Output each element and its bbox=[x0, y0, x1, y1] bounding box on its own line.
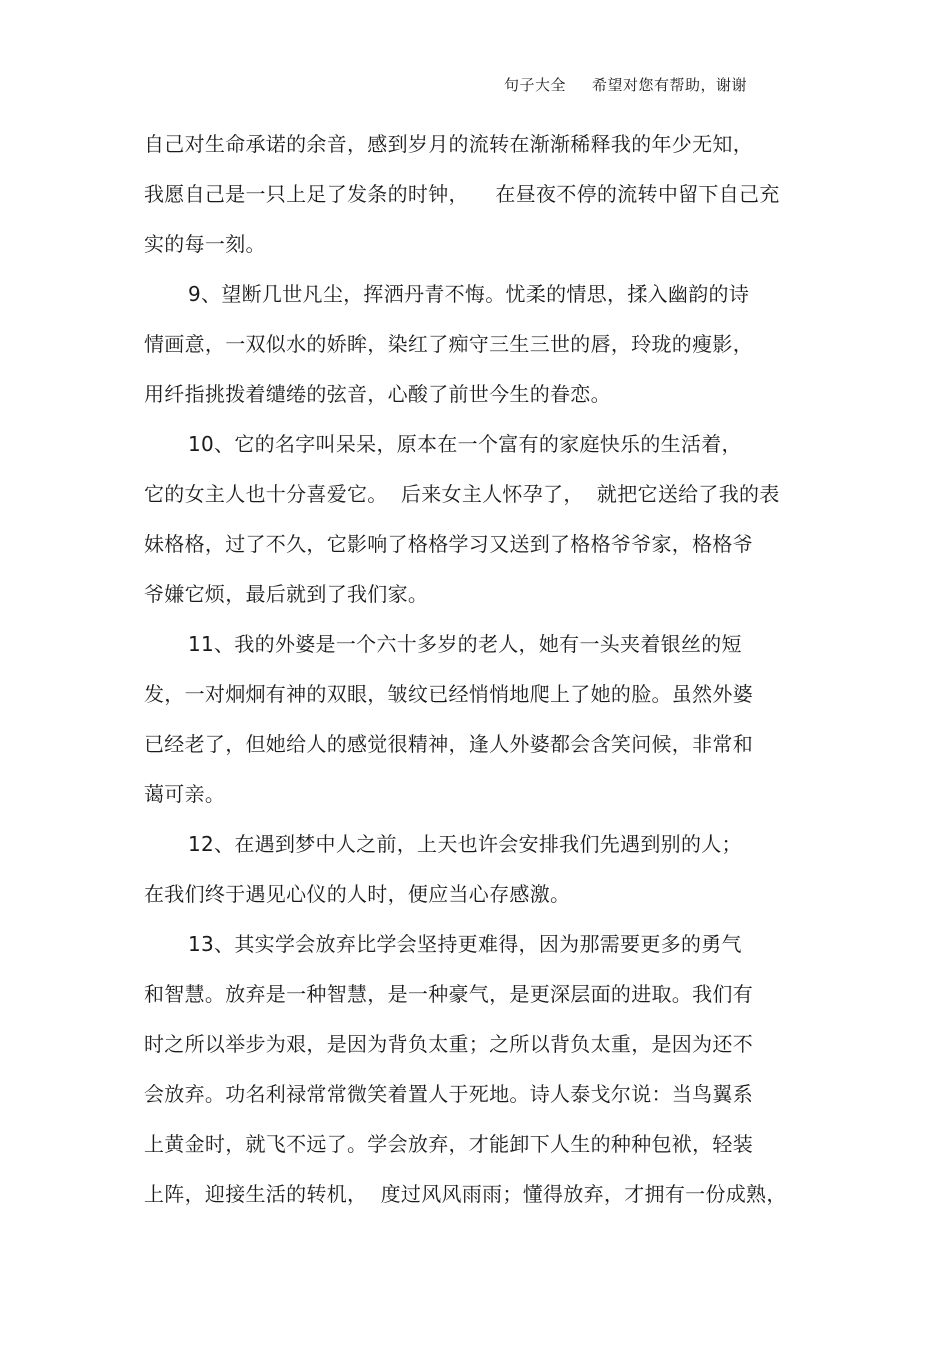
text-line: 爷嫌它烦，最后就到了我们家。 bbox=[144, 582, 429, 606]
text-line: 自己对生命承诺的余音，感到岁月的流转在渐渐稀释我的年少无知， bbox=[144, 132, 753, 156]
text-line: 上黄金时，就飞不远了。学会放弃，才能卸下人生的种种包袱，轻装 bbox=[144, 1132, 753, 1156]
header-slogan: 希望对您有帮助，谢谢 bbox=[592, 76, 748, 94]
text-line: 和智慧。放弃是一种智慧，是一种豪气，是更深层面的进取。我们有 bbox=[144, 982, 753, 1006]
paragraph-start-13: 13、其实学会放弃比学会坚持更难得，因为那需要更多的勇气 bbox=[188, 932, 742, 956]
text-line: 时之所以举步为艰，是因为背负太重；之所以背负太重，是因为还不 bbox=[144, 1032, 753, 1056]
text-line: 它的女主人也十分喜爱它。 后来女主人怀孕了， 就把它送给了我的表 bbox=[144, 482, 780, 506]
text-line: 用纤指挑拨着缱绻的弦音，心酸了前世今生的眷恋。 bbox=[144, 382, 611, 406]
text-line: 我愿自己是一只上足了发条的时钟， 在昼夜不停的流转中留下自己充 bbox=[144, 182, 780, 206]
paragraph-start-9: 9、望断几世凡尘，挥洒丹青不悔。忧柔的情思，揉入幽韵的诗 bbox=[188, 282, 750, 306]
paragraph-start-10: 10、它的名字叫呆呆，原本在一个富有的家庭快乐的生活着， bbox=[188, 432, 742, 456]
text-line: 在我们终于遇见心仪的人时，便应当心存感激。 bbox=[144, 882, 571, 906]
header-site-name: 句子大全 bbox=[504, 76, 567, 94]
text-line: 发，一对炯炯有神的双眼，皱纹已经悄悄地爬上了她的脸。虽然外婆 bbox=[144, 682, 753, 706]
page-header bbox=[504, 74, 747, 95]
text-line: 妹格格，过了不久，它影响了格格学习又送到了格格爷爷家，格格爷 bbox=[144, 532, 753, 556]
text-line: 实的每一刻。 bbox=[144, 232, 266, 256]
text-line: 已经老了，但她给人的感觉很精神，逢人外婆都会含笑问候，非常和 bbox=[144, 732, 753, 756]
paragraph-start-12: 12、在遇到梦中人之前，上天也许会安排我们先遇到别的人； bbox=[188, 832, 742, 856]
text-line: 会放弃。功名利禄常常微笑着置人于死地。诗人泰戈尔说：当鸟翼系 bbox=[144, 1082, 753, 1106]
text-line: 蔼可亲。 bbox=[144, 782, 226, 806]
paragraph-start-11: 11、我的外婆是一个六十多岁的老人，她有一头夹着银丝的短 bbox=[188, 632, 742, 656]
text-line: 情画意，一双似水的娇眸，染红了痴守三生三世的唇，玲珑的瘦影， bbox=[144, 332, 753, 356]
text-line: 上阵，迎接生活的转机， 度过风风雨雨；懂得放弃，才拥有一份成熟， bbox=[144, 1182, 787, 1206]
